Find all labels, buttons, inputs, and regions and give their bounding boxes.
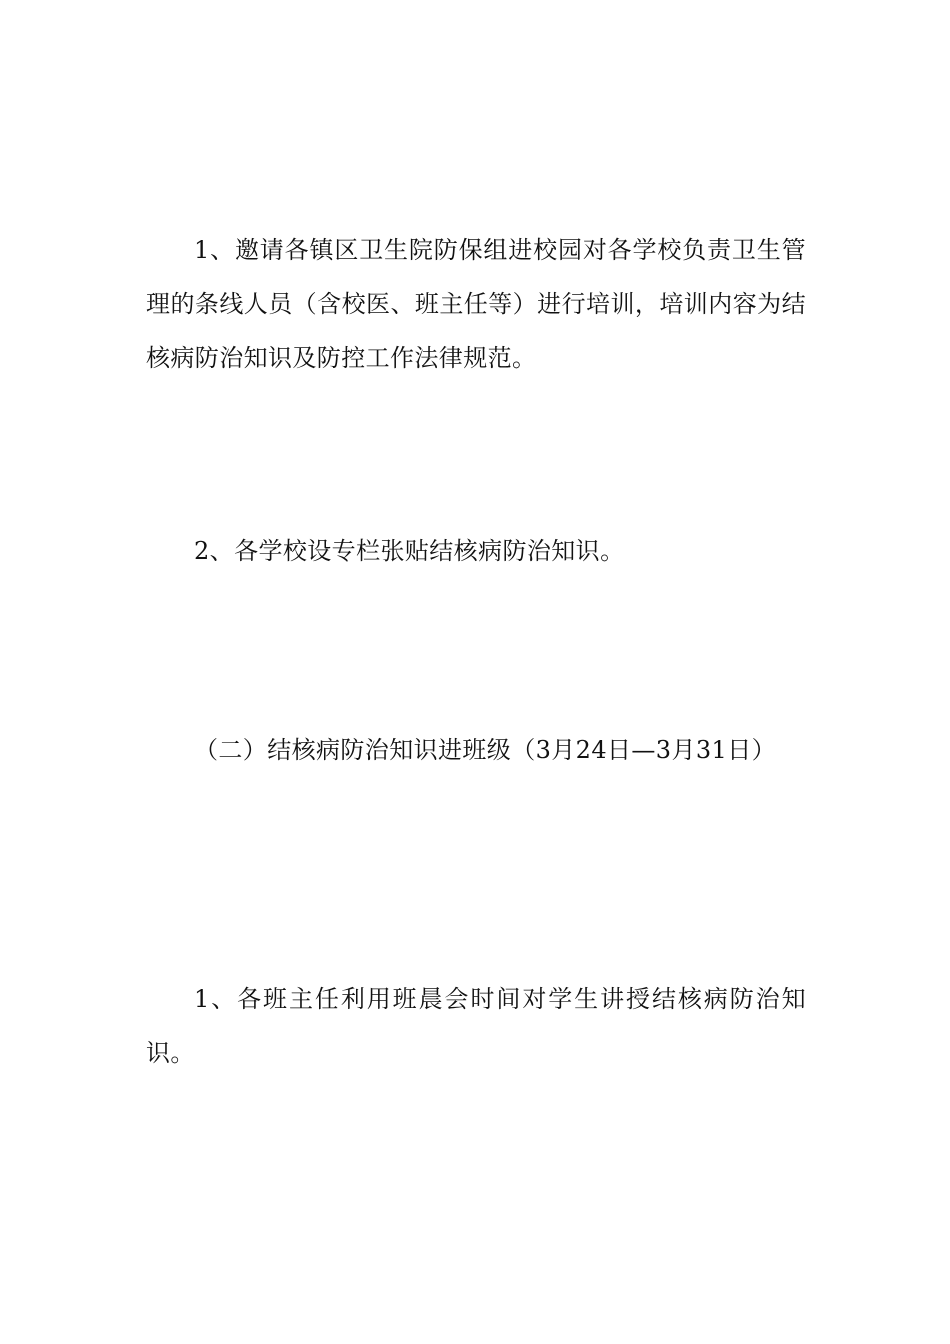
paragraph-training: 1、邀请各镇区卫生院防保组进校园对各学校负责卫生管理的条线人员（含校医、班主任等）进行培训，培训内容为结核病防治知识及防控工作法律规范。 [146,236,806,372]
section-heading-classroom: （二）结核病防治知识进班级（3月24日—3月31日） [194,736,777,764]
paragraph-class-meeting: 1、各班主任利用班晨会时间对学生讲授结核病防治知识。 [146,985,806,1067]
paragraph-bulletin: 2、各学校设专栏张贴结核病防治知识。 [194,537,625,565]
